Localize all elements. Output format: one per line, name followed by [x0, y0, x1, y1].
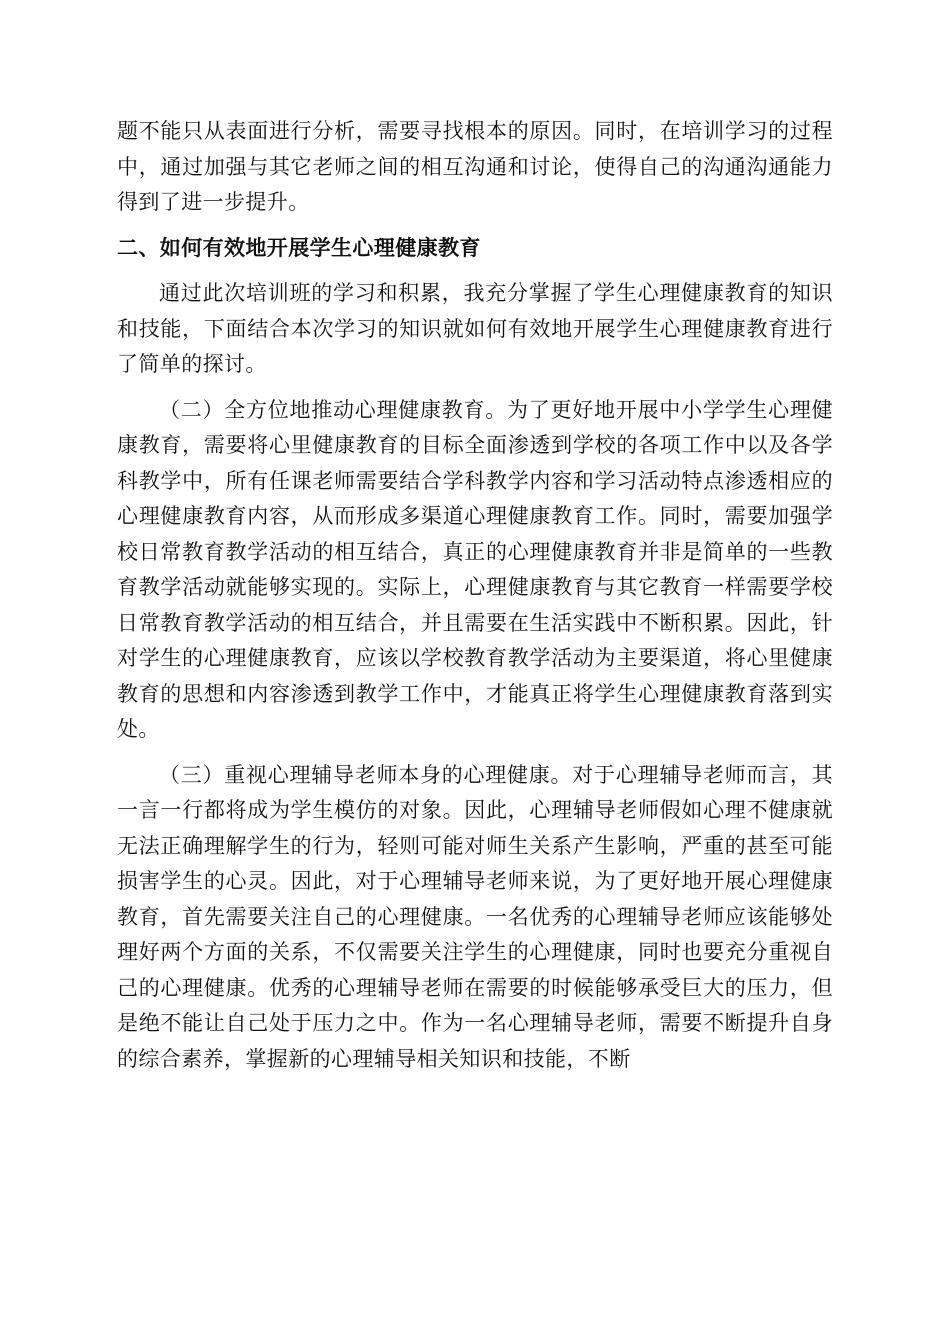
section-heading: 二、如何有效地开展学生心理健康教育	[117, 235, 481, 260]
paragraph-continuation: 题不能只从表面进行分析，需要寻找根本的原因。同时，在培训学习的过程中，通过加强与其它老师之间的相互沟通和讨论，使得自己的沟通沟通能力得到了进一步提升。	[117, 119, 833, 214]
document-page	[117, 114, 833, 1087]
paragraph-point-three: （三）重视心理辅导老师本身的心理健康。对于心理辅导老师而言，其一言一行都将成为学生模仿的对象。因此，心理辅导老师假如心理不健康就无法正确理解学生的行为，轻则可能对师生关系产生影响，严重的甚至可能损害学生的心灵。因此，对于心理辅导老师来说，为了更好地开展心理健康教育，首先需要关注自己的心理健康。一名优秀的心理辅导老师应该能够处理好两个方面的关系，不仅需要关注学生的心理健康，同时也要充分重视自己的心理健康。优秀的心理辅导老师在需要的时候能够承受巨大的压力，但是绝不能让自己处于压力之中。作为一名心理辅导老师，需要不断提升自身的综合素养，掌握新的心理辅导相关知识和技能，不断	[117, 762, 833, 1071]
paragraph-intro: 通过此次培训班的学习和积累，我充分掌握了学生心理健康教育的知识和技能，下面结合本次学习的知识就如何有效地开展学生心理健康教育进行了简单的探讨。	[117, 281, 833, 376]
paragraph-point-two: （二）全方位地推动心理健康教育。为了更好地开展中小学学生心理健康教育，需要将心里健康教育的目标全面渗透到学校的各项工作中以及各学科教学中，所有任课老师需要结合学科教学内容和学习活动特点渗透相应的心理健康教育内容，从而形成多渠道心理健康教育工作。同时，需要加强学校日常教育教学活动的相互结合，真正的心理健康教育并非是简单的一些教育教学活动就能够实现的。实际上，心理健康教育与其它教育一样需要学校日常教育教学活动的相互结合，并且需要在生活实践中不断积累。因此，针对学生的心理健康教育，应该以学校教育教学活动为主要渠道，将心里健康教育的思想和内容渗透到教学工作中，才能真正将学生心理健康教育落到实处。	[117, 397, 833, 741]
